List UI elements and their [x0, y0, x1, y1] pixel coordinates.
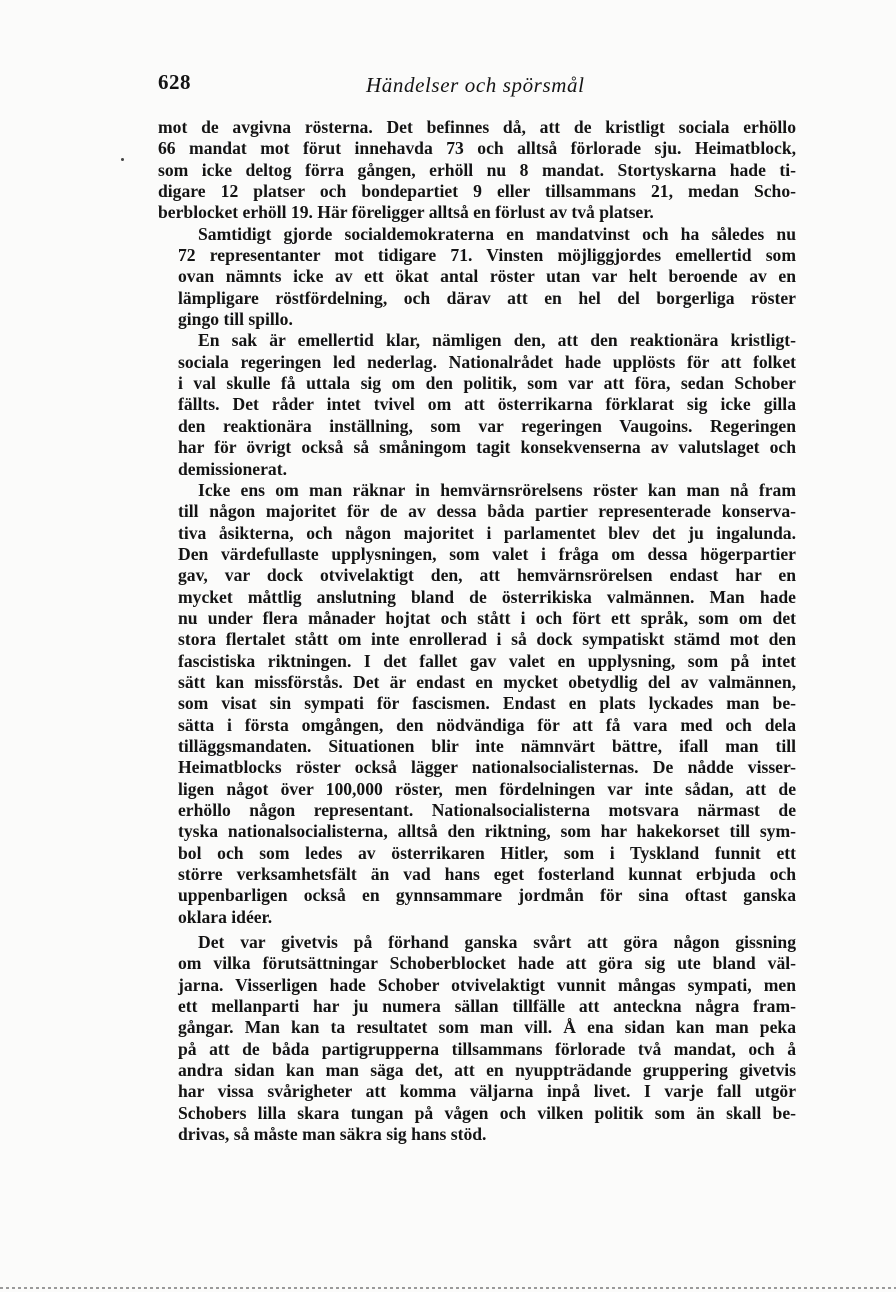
- text-line: som icke deltog förra gången, erhöll nu 8 mandat. Stortyskarna hade ti-: [158, 159, 796, 180]
- text-line: 66 mandat mot förut innehavda 73 och alltså förlorade sju. Heimatblock,: [158, 138, 796, 159]
- text-line: nu under flera månader hojtat och stått i och fört ett språk, som om det: [178, 607, 796, 628]
- text-line: Samtidigt gjorde socialdemokraterna en mandatvinst och ha således nu: [198, 223, 796, 244]
- running-head: [158, 70, 798, 100]
- paragraph-1: [158, 117, 796, 224]
- text-line: stora flertalet stått om inte enrollerad i så dock sympatiskt stämd mot den: [178, 629, 796, 650]
- text-line: mycket måttlig anslutning bland de österrikiska valmännen. Man hade: [178, 586, 796, 607]
- text-line: sätt kan missförstås. Det är endast en mycket obetydlig del av valmännen,: [178, 671, 796, 692]
- text-line: sociala regeringen led nederlag. Nationalrådet hade upplösts för att folket: [178, 351, 796, 372]
- text-line: på att de båda partigrupperna tillsammans förlorade två mandat, och å: [178, 1038, 796, 1059]
- text-line: den reaktionära inställning, som var regeringen Vaugoins. Regeringen: [178, 415, 796, 436]
- text-line: lämpligare röstfördelning, och därav att en hel del borgerliga röster: [178, 287, 796, 308]
- text-line: uppenbarligen också en gynnsammare jordmån för sina oftast ganska: [178, 885, 796, 906]
- text-line: Schobers lilla skara tungan på vågen och vilken politik som än skall be-: [178, 1102, 796, 1123]
- text-line: har vissa svårigheter att komma väljarna inpå livet. I varje fall utgör: [178, 1081, 796, 1102]
- text-line: sätta i första omgången, den nödvändiga för att få vara med och dela: [178, 714, 796, 735]
- paragraph-4: [158, 480, 796, 928]
- text-line: har för övrigt också så småningom tagit konsekvenserna av valutslaget och: [178, 437, 796, 458]
- text-line: fällts. Det råder intet tvivel om att österrikarna förklarat sig icke gilla: [178, 394, 796, 415]
- text-line: bol och som ledes av österrikaren Hitler, som i Tyskland funnit ett: [178, 842, 796, 863]
- text-line: gav, var dock otvivelaktigt den, att hemvärnsrörelsen endast har en: [178, 565, 796, 586]
- paragraph-3: [158, 330, 796, 479]
- scan-edge: [0, 1287, 896, 1289]
- text-line: som visat sin sympati för fascismen. Endast en plats lyckades man be-: [178, 693, 796, 714]
- text-line: gångar. Man kan ta resultatet som man vill. Å ena sidan kan man peka: [178, 1017, 796, 1038]
- text-line: i val skulle få uttala sig om den politik, som var att föra, sedan Schober: [178, 373, 796, 394]
- text-line: större verksamhetsfält än vad hans eget fosterland kunnat erbjuda och: [178, 864, 796, 885]
- body-text: [158, 117, 796, 1146]
- text-line: ett mellanparti har ju numera sällan tillfälle att anteckna några fram-: [178, 996, 796, 1017]
- text-line: till någon majoritet för de av dessa båda partier representerade konserva-: [178, 501, 796, 522]
- text-line: Den värdefullaste upplysningen, som valet i fråga om dessa högerpartier: [178, 543, 796, 564]
- text-line: Det var givetvis på förhand ganska svårt att göra någon gissning: [198, 932, 796, 953]
- running-title: Händelser och spörsmål: [366, 73, 585, 97]
- text-line: tilläggsmandaten. Situationen blir inte nämnvärt bättre, ifall man till: [178, 735, 796, 756]
- text-line: erhöllo någon representant. Nationalsocialisterna motsvara närmast de: [178, 800, 796, 820]
- text-line: Icke ens om man räknar in hemvärnsrörelsens röster kan man nå fram: [198, 479, 796, 500]
- text-line: ligen något över 100,000 röster, men fördelningen var inte sådan, att de: [178, 778, 796, 799]
- text-line: digare 12 platser och bondepartiet 9 eller tillsammans 21, medan Scho-: [158, 181, 796, 202]
- text-line: gingo till spillo.: [178, 309, 293, 330]
- text-line: En sak är emellertid klar, nämligen den, att den reaktionära kristligt-: [198, 330, 796, 351]
- text-line: berblocket erhöll 19. Här föreligger alltså en förlust av två platser.: [158, 202, 654, 223]
- margin-speck: [121, 158, 124, 161]
- text-line: mot de avgivna rösterna. Det befinnes då, att de kristligt sociala erhöllo: [158, 117, 796, 137]
- page-number: 628: [158, 70, 191, 94]
- text-line: demissionerat.: [178, 458, 287, 479]
- text-line: Heimatblocks röster också lägger nationalsocialisternas. De nådde visser-: [178, 757, 796, 778]
- text-line: tyska nationalsocialisterna, alltså den riktning, som har hakekorset till sym-: [178, 821, 796, 842]
- paragraph-2: [158, 224, 796, 331]
- text-line: tiva åsikterna, och någon majoritet i parlamentet blev det ju ingalunda.: [178, 522, 796, 543]
- text-line: oklara idéer.: [178, 906, 273, 927]
- text-line: jarna. Visserligen hade Schober otvivelaktigt vunnit mångas sympati, men: [178, 974, 796, 995]
- text-line: om vilka förutsättningar Schoberblocket hade att göra sig ute bland väl-: [178, 953, 796, 974]
- text-line: drivas, så måste man säkra sig hans stöd.: [178, 1124, 487, 1145]
- text-line: andra sidan kan man säga det, att en nyuppträdande gruppering givetvis: [178, 1060, 796, 1081]
- paragraph-5: [158, 932, 796, 1145]
- text-line: ovan nämnts icke av ett ökat antal röster utan var helt beroende av en: [178, 266, 796, 287]
- text-line: fascistiska riktningen. I det fallet gav valet en upplysning, som på intet: [178, 650, 796, 671]
- text-line: 72 representanter mot tidigare 71. Vinsten möjliggjordes emellertid som: [178, 245, 796, 266]
